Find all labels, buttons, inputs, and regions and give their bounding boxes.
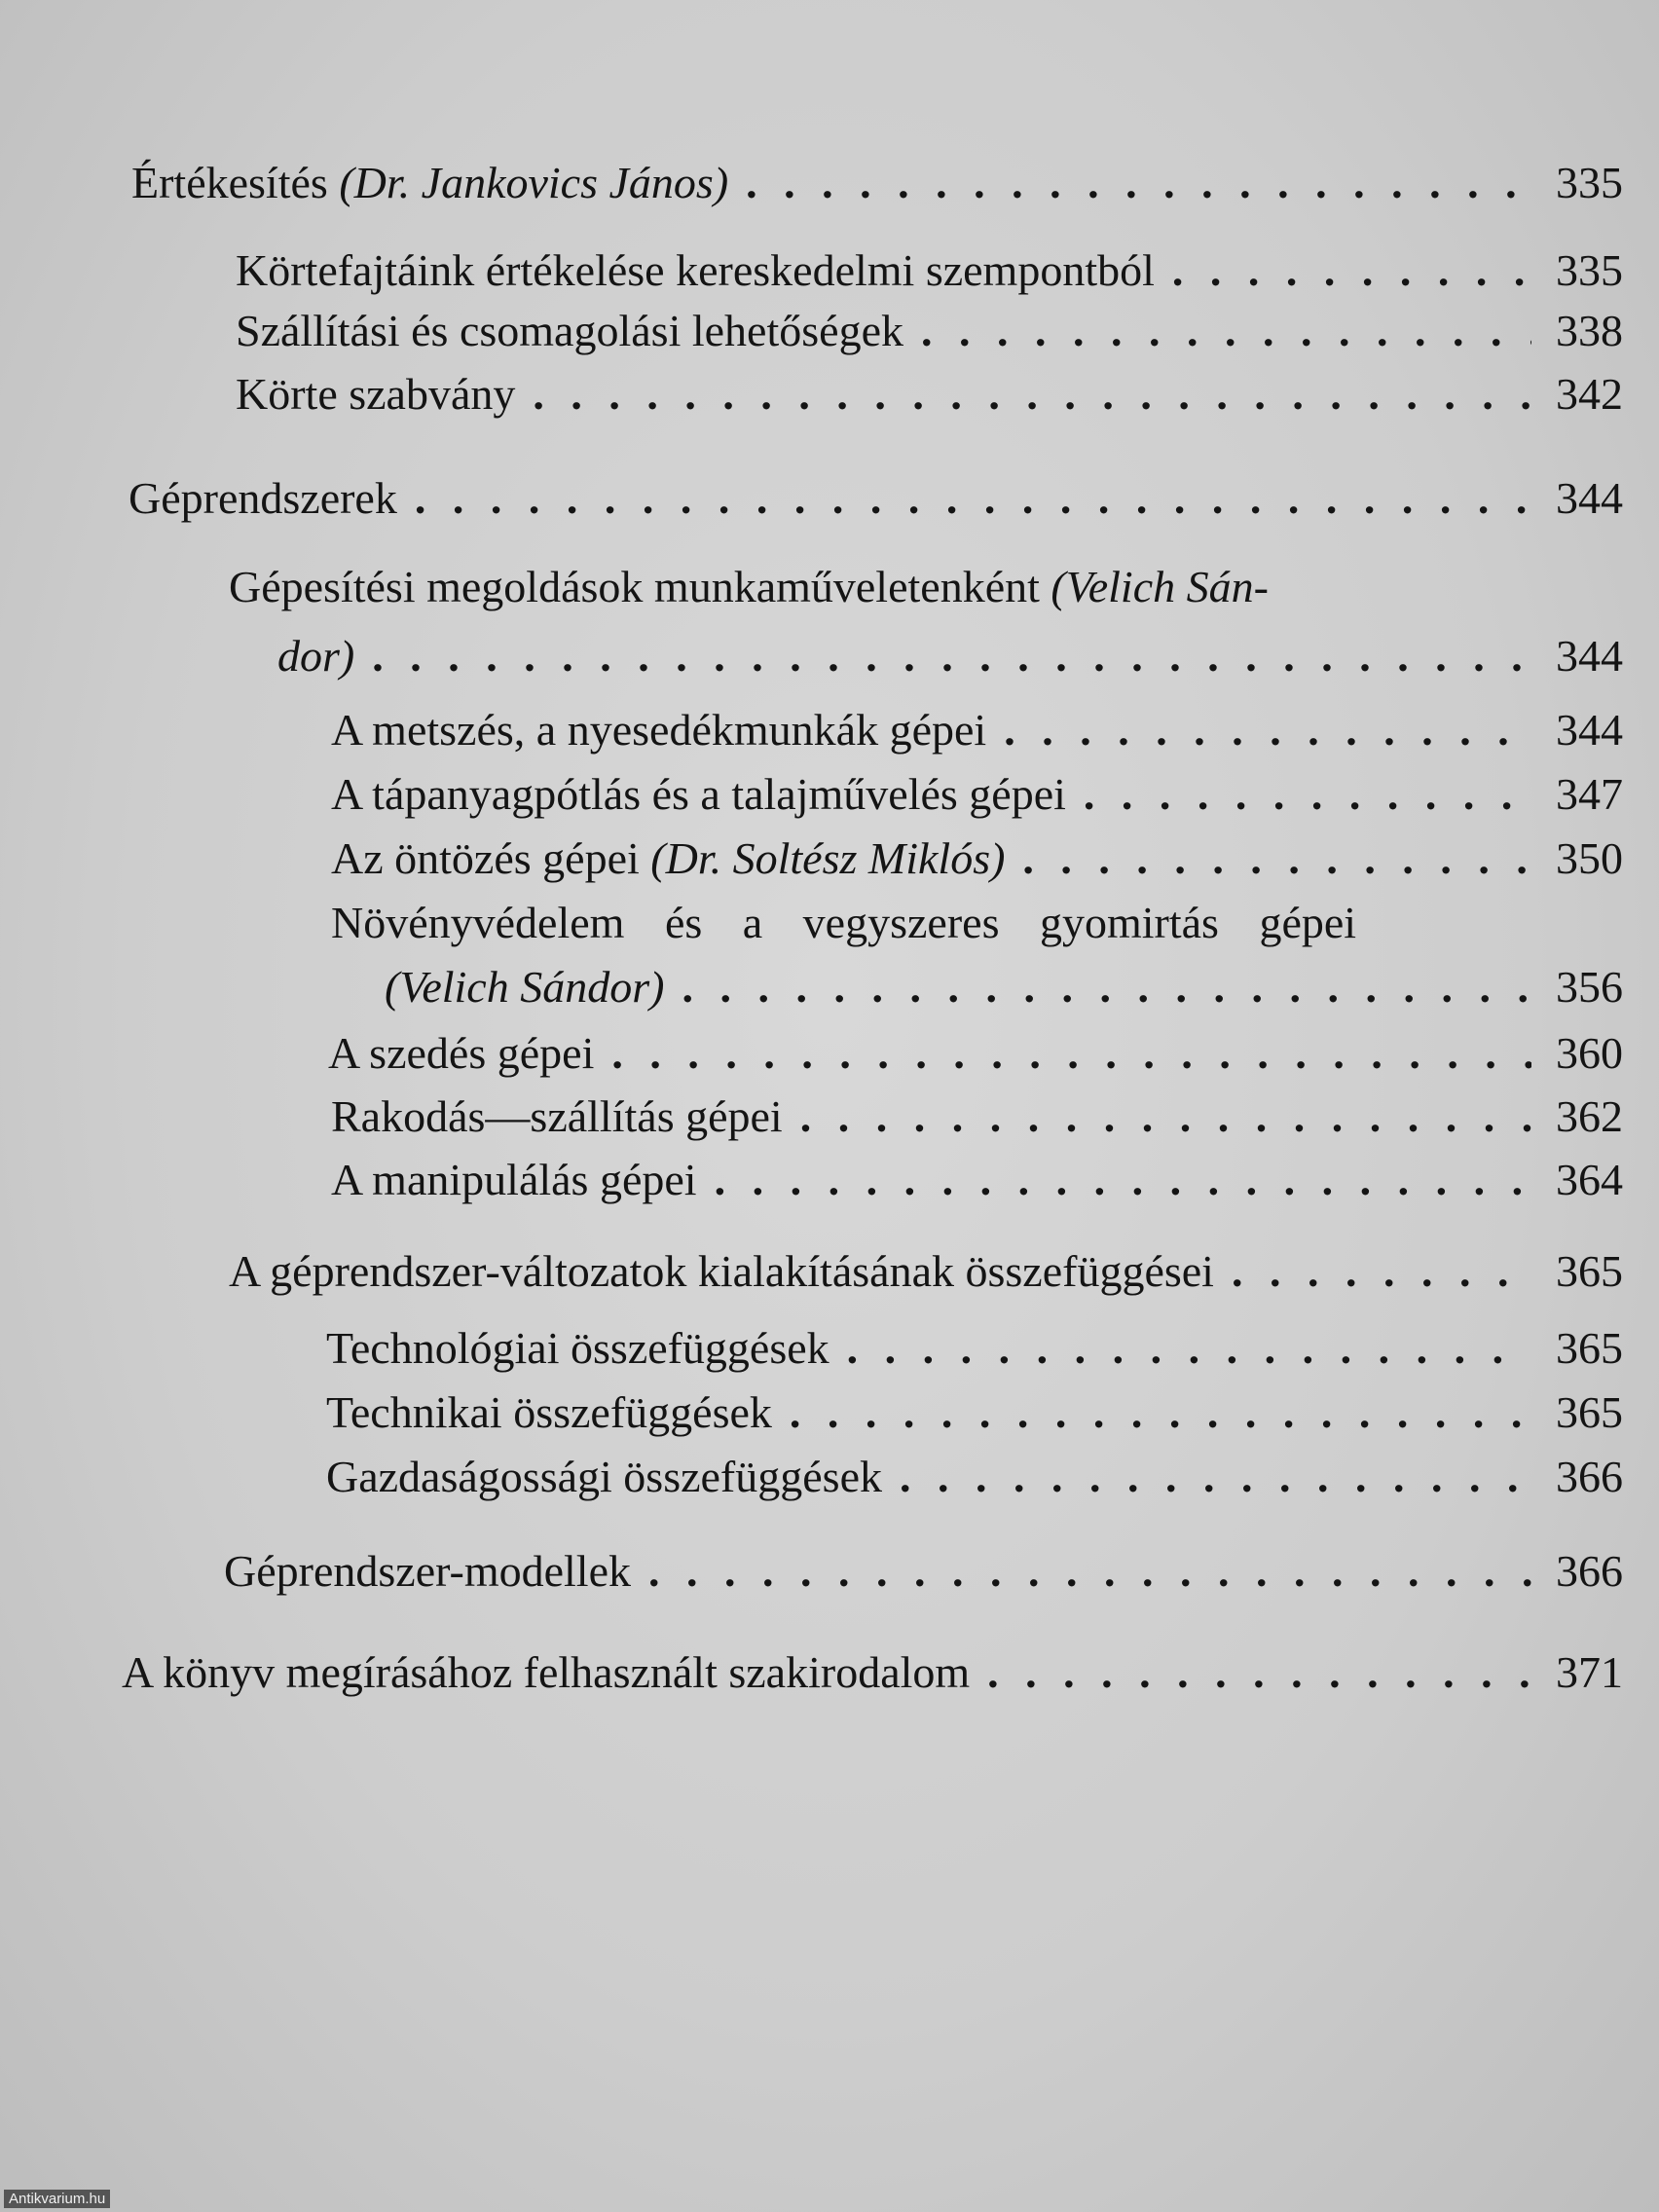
toc-entry [326,1319,1623,1378]
toc-entry-title: A könyv megírásához felhasznált szakirodalom [122,1647,971,1697]
toc-page-number: 366 [1556,1452,1623,1501]
dot-leader [682,958,1531,1016]
toc-page-number: 360 [1556,1028,1623,1078]
toc-page-number: 347 [1556,769,1623,819]
toc-entry [236,302,1623,360]
toc-entry [331,701,1623,759]
toc-entry-title: Géprendszer-modellek [224,1546,631,1596]
toc-entry-author: (Velich Sán- [1051,562,1269,611]
toc-page-number: 365 [1556,1323,1623,1373]
toc-entry-title: Gazdaságossági összefüggések [326,1452,882,1501]
dot-leader [1232,1242,1531,1301]
toc-entry [277,627,1623,685]
toc-page-number: 344 [1556,473,1623,523]
toc-entry-author: dor) [277,631,355,681]
toc-entry-first-line [229,558,1269,616]
dot-leader [372,627,1531,685]
toc-entry-title: Géprendszerek [129,473,397,523]
toc-entry [385,958,1623,1016]
dot-leader [715,1151,1531,1209]
toc-entry-title: Rakodás—szállítás gépei [331,1091,783,1141]
toc-entry [129,469,1623,528]
toc-page-number: 365 [1556,1387,1623,1437]
toc-entry [122,1643,1623,1702]
toc-entry-author: (Dr. Soltész Miklós) [650,833,1006,883]
toc-entry [224,1542,1623,1601]
toc-page-number: 362 [1556,1091,1623,1141]
dot-leader [790,1383,1531,1442]
toc-entry-title: Az öntözés gépei [331,833,640,883]
dot-leader [611,1024,1531,1083]
toc-entry-title: A szedés gépei [328,1028,595,1078]
toc-entry-title: A géprendszer-változatok kialakításának összefüggései [229,1246,1214,1296]
dot-leader [1022,830,1531,888]
toc-entry-title: Növényvédelem és a vegyszeres gyomirtás gépei [331,898,1357,947]
dot-leader [746,154,1531,212]
toc-entry [326,1448,1623,1506]
toc-page-number: 338 [1556,306,1623,355]
toc-entry [229,1242,1623,1301]
toc-page-number: 344 [1556,705,1623,755]
toc-entry [236,365,1623,424]
toc-page-number: 356 [1556,962,1623,1012]
dot-leader [648,1542,1531,1601]
toc-entry-author: (Dr. Jankovics János) [339,158,729,207]
toc-entry [331,765,1623,824]
toc-page-number: 350 [1556,833,1623,883]
toc-page-number: 344 [1556,631,1623,681]
toc-entry [331,1151,1623,1209]
toc-page-number: 342 [1556,369,1623,419]
toc-entry-title: Körtefajtáink értékelése kereskedelmi szempontból [236,245,1155,295]
toc-page-number: 365 [1556,1246,1623,1296]
dot-leader [1004,701,1531,759]
toc-entry [331,830,1623,888]
dot-leader [415,469,1531,528]
toc-entry-title: A tápanyagpótlás és a talajművelés gépei [331,769,1066,819]
dot-leader [533,365,1531,424]
toc-page-number: 371 [1556,1647,1623,1697]
toc-page-number: 364 [1556,1155,1623,1204]
dot-leader [987,1643,1531,1702]
toc-entry-title: Technológiai összefüggések [326,1323,830,1373]
dot-leader [1172,241,1531,300]
toc-entry-title: Gépesítési megoldások munkaműveletenként [229,562,1040,611]
toc-entry-title: Értékesítés [131,158,328,207]
toc-entry-author: (Velich Sándor) [385,962,665,1012]
toc-entry-title: Technikai összefüggések [326,1387,772,1437]
toc-entry [236,241,1623,300]
dot-leader [800,1088,1531,1146]
toc-page-number: 335 [1556,158,1623,207]
toc-page-number: 366 [1556,1546,1623,1596]
dot-leader [1084,765,1531,824]
dot-leader [900,1448,1531,1506]
site-watermark: Antikvarium.hu [4,2190,110,2208]
toc-page-number: 335 [1556,245,1623,295]
dot-leader [847,1319,1531,1378]
toc-entry [328,1024,1623,1083]
toc-entry-title: A manipulálás gépei [331,1155,697,1204]
toc-entry-title: Szállítási és csomagolási lehetőségek [236,306,903,355]
toc-entry-first-line [331,894,1517,952]
toc-entry [326,1383,1623,1442]
toc-entry-title: A metszés, a nyesedékmunkák gépei [331,705,987,755]
toc-entry-title: Körte szabvány [236,369,516,419]
dot-leader [921,302,1531,360]
toc-entry [131,154,1623,212]
toc-entry [331,1088,1623,1146]
